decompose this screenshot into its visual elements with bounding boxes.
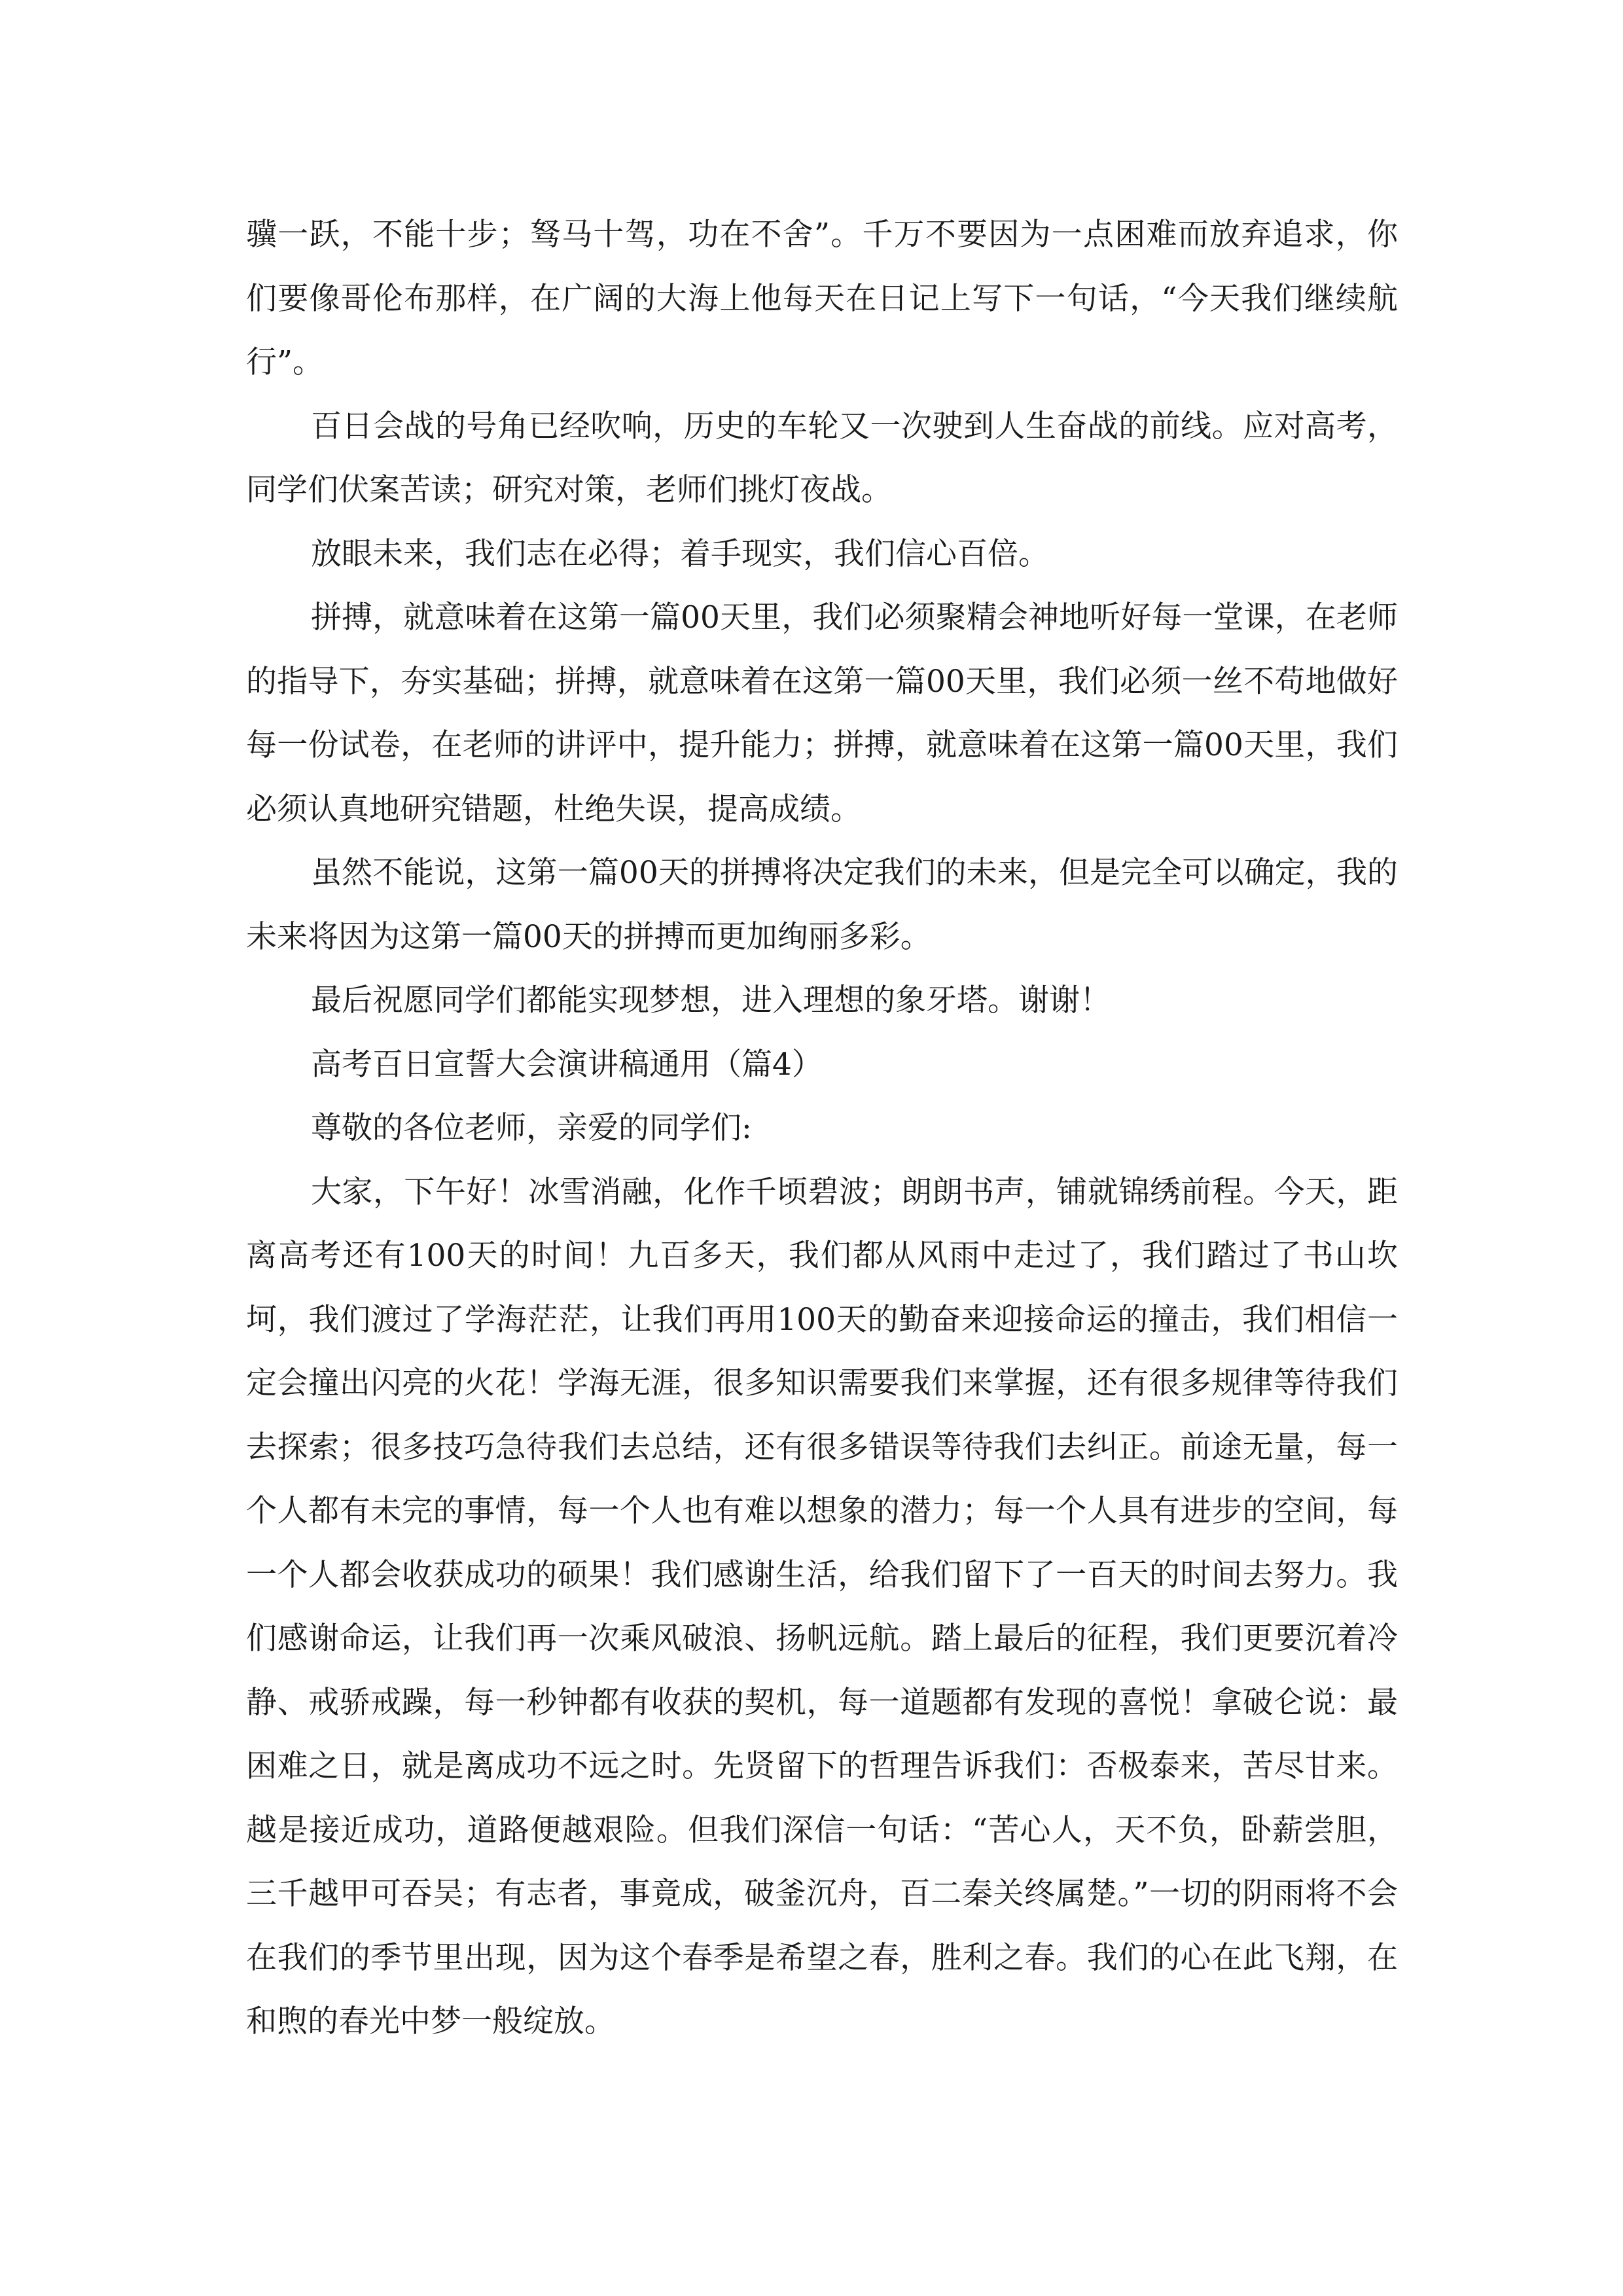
salutation: 尊敬的各位老师，亲爱的同学们: <box>311 1110 752 1146</box>
paragraph-1: 骥一跃，不能十步；驽马十驾，功在不舍”。千万不要因为一点困难而放弃追求，你们要像哥伦布那样，在广阔的大海上他每天在日记上写下一句话，“今天我们继续航行”。 <box>246 217 1398 380</box>
document-body <box>246 203 1398 2054</box>
section-heading: 高考百日宣誓大会演讲稿通用（篇4） <box>311 1046 823 1083</box>
paragraph-3: 放眼未来，我们志在必得；着手现实，我们信心百倍。 <box>311 535 1049 572</box>
paragraph-9: 大家，下午好！冰雪消融，化作千顷碧波；朗朗书声，铺就锦绣前程。今天，距离高考还有100天的时间！九百多天，我们都从风雨中走过了，我们踏过了书山坎坷，我们渡过了学海茫茫，让我们再用100天的勤奋来迎接命运的撞击，我们相信一定会撞出闪亮的火花！学海无涯，很多知识需要我们来掌握，还有很多规律等待我们去探索；很多技巧急待我们去总结，还有很多错误等待我们去纠正。前途无量，每一个人都有未完的事情，每一个人也有难以想象的潜力；每一个人具有进步的空间，每一个人都会收获成功的硕果！我们感谢生活，给我们留下了一百天的时间去努力。我们感谢命运，让我们再一次乘风破浪、扬帆远航。踏上最后的征程，我们更要沉着冷静、戒骄戒躁，每一秒钟都有收获的契机，每一道题都有发现的喜悦！拿破仑说：最困难之日，就是离成功不远之时。先贤留下的哲理告诉我们：否极泰来，苦尽甘来。越是接近成功，道路便越艰险。但我们深信一句话：“苦心人，天不负，卧薪尝胆，三千越甲可吞吴；有志者，事竟成，破釜沉舟，百二秦关终属楚。”一切的阴雨将不会在我们的季节里出现，因为这个春季是希望之春，胜利之春。我们的心在此飞翔，在和煦的春光中梦一般绽放。 <box>246 1174 1398 2039</box>
paragraph-5: 虽然不能说，这第一篇00天的拼搏将决定我们的未来，但是完全可以确定，我的未来将因为这第一篇00天的拼搏而更加绚丽多彩。 <box>246 855 1398 955</box>
paragraph-6: 最后祝愿同学们都能实现梦想，进入理想的象牙塔。谢谢！ <box>311 982 1111 1018</box>
paragraph-4: 拼搏，就意味着在这第一篇00天里，我们必须聚精会神地听好每一堂课，在老师的指导下，夯实基础；拼搏，就意味着在这第一篇00天里，我们必须一丝不苟地做好每一份试卷，在老师的讲评中，提升能力；拼搏，就意味着在这第一篇00天里，我们必须认真地研究错题，杜绝失误，提高成绩。 <box>246 600 1398 827</box>
paragraph-2: 百日会战的号角已经吹响，历史的车轮又一次驶到人生奋战的前线。应对高考，同学们伏案苦读；研究对策，老师们挑灯夜战。 <box>246 408 1398 508</box>
